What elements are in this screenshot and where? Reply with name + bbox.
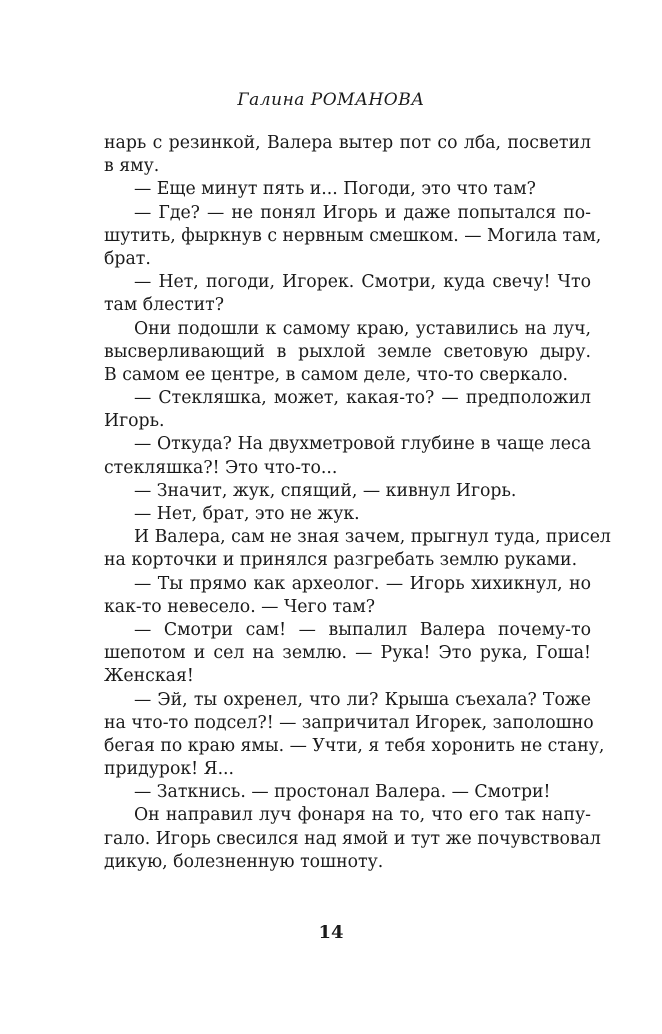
text-line: — Еще минут пять и... Погоди, это что там? [134, 179, 536, 200]
text-line: — Стекляшка, может, какая-то? — предположил [134, 388, 591, 409]
text-line: — Ты прямо как археолог. — Игорь хихикнул, но [134, 573, 591, 594]
text-line: на корточки и принялся разгребать землю руками. [104, 550, 578, 571]
text-line: — Заткнись. — простонал Валера. — Смотри! [134, 782, 551, 803]
text-line: В самом ее центре, в самом деле, что-то сверкало. [104, 364, 569, 385]
text-line: — Где? — не понял Игорь и даже попытался по- [134, 202, 591, 223]
text-line: Они подошли к самому краю, уставились на луч, [134, 318, 591, 339]
text-line: высверливающий в рыхлой земле световую дыру. [104, 341, 591, 362]
body-text [104, 132, 611, 874]
text-line: И Валера, сам не зная зачем, прыгнул туда, присел [134, 527, 611, 548]
text-line: придурок! Я... [104, 759, 235, 780]
text-line: брат. [104, 248, 151, 269]
text-line: нарь с резинкой, Валера вытер пот со лба, посветил [104, 133, 591, 153]
text-line: гало. Игорь свесился над ямой и тут же почувствовал [104, 828, 601, 849]
text-line: — Нет, погоди, Игорек. Смотри, куда свечу! Что [134, 272, 591, 293]
text-line: как-то невесело. — Чего там? [104, 596, 376, 617]
running-header: Галина РОМАНОВА [237, 90, 425, 110]
text-line: — Нет, брат, это не жук. [134, 504, 360, 524]
text-line: стекляшка?! Это что-то... [104, 457, 338, 478]
text-line: Женская! [104, 666, 194, 687]
text-line: Он направил луч фонаря на то, что его так напу- [134, 805, 591, 826]
text-line: шепотом и сел на землю. — Рука! Это рука, Гоша! [104, 643, 591, 664]
text-line: дикую, болезненную тошноту. [104, 851, 384, 872]
text-line: — Эй, ты охренел, что ли? Крыша съехала? Тоже [134, 689, 591, 710]
text-line: — Смотри сам! — выпалил Валера почему-то [134, 619, 591, 640]
page-number: 14 [318, 922, 344, 943]
text-line: в яму. [104, 156, 160, 177]
text-line: на что-то подсел?! — запричитал Игорек, заполошно [104, 712, 594, 733]
text-line: шутить, фыркнув с нервным смешком. — Могила там, [104, 225, 602, 246]
text-line: — Откуда? На двухметровой глубине в чаще леса [134, 434, 591, 455]
text-line: Игорь. [104, 411, 165, 432]
text-line: бегая по краю ямы. — Учти, я тебя хоронить не стану, [104, 735, 605, 756]
text-line: — Значит, жук, спящий, — кивнул Игорь. [134, 480, 517, 501]
text-line: там блестит? [104, 295, 224, 316]
